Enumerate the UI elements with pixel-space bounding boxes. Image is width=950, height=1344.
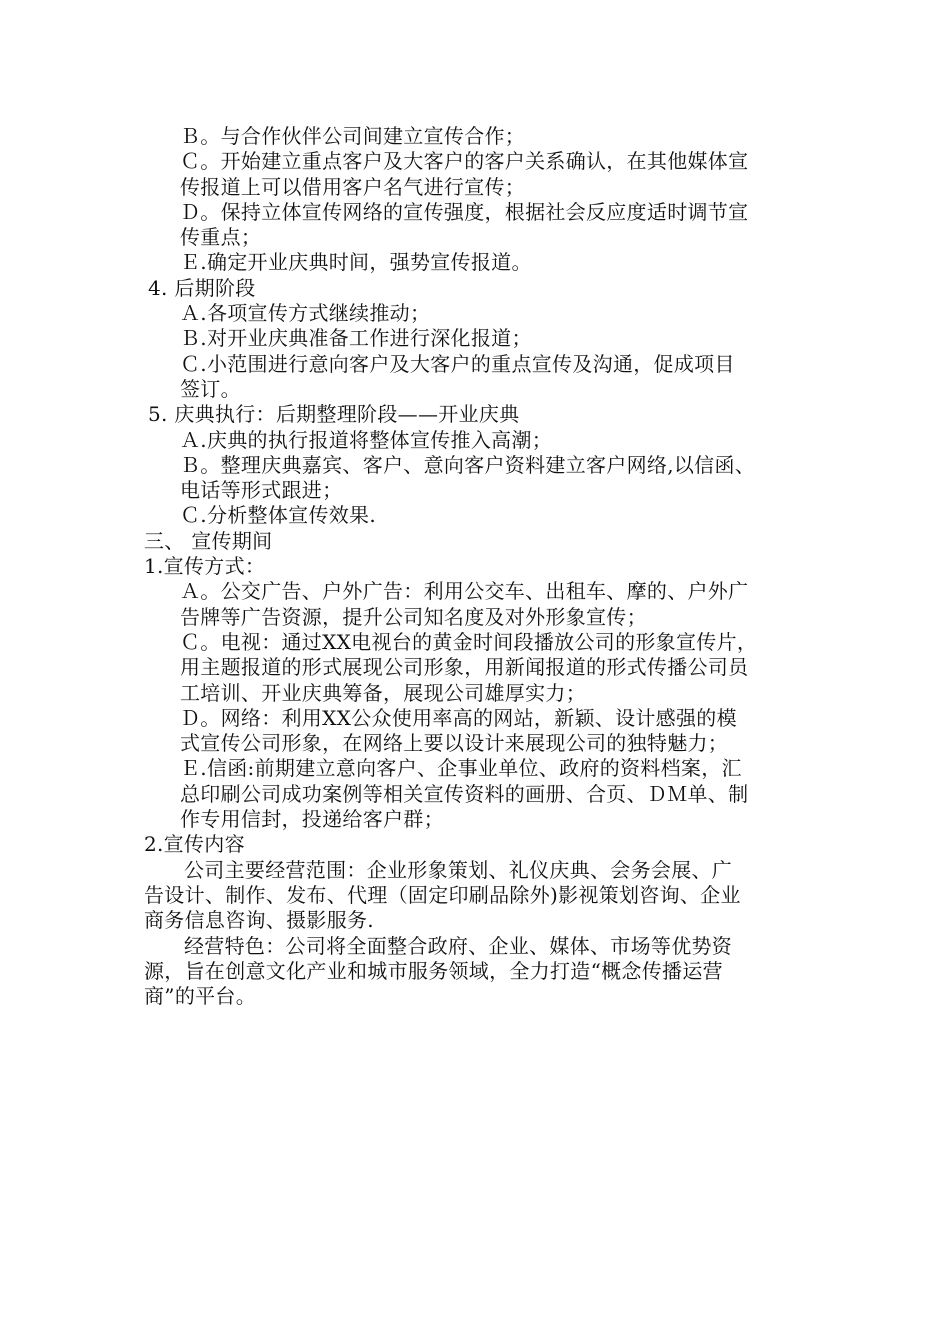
text-line: Ｂ。与合作伙伴公司间建立宣传合作； xyxy=(180,124,526,148)
doc-para xyxy=(144,858,824,934)
document-body xyxy=(144,124,824,1009)
text-line: Ａ.各项宣传方式继续推动； xyxy=(180,301,431,326)
text-line: Ｄ。保持立体宣传网络的宣传强度，根据社会反应度适时调节宣 xyxy=(180,199,749,224)
text-line: 源，旨在创意文化产业和城市服务领域，全力打造“概念传播运营 xyxy=(144,958,723,983)
text-line: 告牌等广告资源，提升公司知名度及对外形象宣传； xyxy=(180,604,647,629)
text-line: Ｃ.小范围进行意向客户及大客户的重点宣传及沟通，促成项目 xyxy=(180,351,735,376)
text-line: 告设计、制作、发布、代理（固定印刷品除外)影视策划咨询、企业 xyxy=(144,882,741,907)
doc-item xyxy=(144,756,824,832)
text-line: Ｃ.分析整体宣传效果. xyxy=(180,503,377,528)
doc-item xyxy=(144,579,824,630)
text-line: Ｃ。开始建立重点客户及大客户的客户关系确认，在其他媒体宣 xyxy=(180,149,749,174)
doc-item xyxy=(144,301,824,326)
doc-item xyxy=(144,352,824,403)
text-line: 5. 庆典执行：后期整理阶段——开业庆典 xyxy=(148,402,520,427)
text-line: 传报道上可以借用客户名气进行宣传； xyxy=(180,174,526,199)
doc-para xyxy=(144,934,824,1010)
text-line: 传重点； xyxy=(180,225,262,250)
doc-item xyxy=(144,124,824,149)
text-line: Ｅ.确定开业庆典时间，强势宣传报道。 xyxy=(180,250,532,275)
doc-heading xyxy=(144,402,824,427)
doc-item xyxy=(144,149,824,200)
text-line: Ｂ.对开业庆典准备工作进行深化报道； xyxy=(180,326,532,351)
text-line: 商务信息咨询、摄影服务. xyxy=(144,908,374,933)
doc-item xyxy=(144,428,824,453)
doc-section xyxy=(144,832,824,857)
text-line: 签订。 xyxy=(180,376,241,401)
text-line: Ｅ.信函:前期建立意向客户、企事业单位、政府的资料档案，汇 xyxy=(180,756,742,781)
text-line: 三、 宣传期间 xyxy=(144,528,273,553)
text-line: Ｃ。电视：通过XX电视台的黄金时间段播放公司的形象宣传片， xyxy=(180,629,758,654)
text-line: Ｂ。整理庆典嘉宾、客户、意向客户资料建立客户网络,以信函、 xyxy=(180,452,756,477)
text-line: 商”的平台。 xyxy=(144,984,257,1009)
doc-item xyxy=(144,326,824,351)
text-line: 2.宣传内容 xyxy=(144,832,245,857)
text-line: 用主题报道的形式展现公司形象，用新闻报道的形式传播公司员 xyxy=(180,655,749,680)
doc-item xyxy=(144,250,824,275)
doc-section xyxy=(144,529,824,554)
text-line: 1.宣传方式： xyxy=(144,554,266,579)
doc-heading xyxy=(144,276,824,301)
doc-item xyxy=(144,630,824,706)
text-line: 经营特色：公司将全面整合政府、企业、媒体、市场等优势资 xyxy=(184,933,733,958)
doc-item xyxy=(144,706,824,757)
text-line: 工培训、开业庆典筹备，展现公司雄厚实力； xyxy=(180,680,586,705)
doc-item xyxy=(144,200,824,251)
text-line: 4. 后期阶段 xyxy=(148,275,256,300)
doc-item xyxy=(144,453,824,504)
text-line: Ｄ。网络：利用XX公众使用率高的网站，新颖、设计感强的模 xyxy=(180,705,737,730)
text-line: Ａ.庆典的执行报道将整体宣传推入高潮； xyxy=(180,427,553,452)
text-line: 作专用信封，投递给客户群； xyxy=(180,807,444,832)
text-line: 电话等形式跟进； xyxy=(180,478,343,503)
text-line: 公司主要经营范围：企业形象策划、礼仪庆典、会务会展、广 xyxy=(184,857,733,882)
text-line: 总印刷公司成功案例等相关宣传资料的画册、合页、ＤＭ单、制 xyxy=(180,781,749,806)
doc-section xyxy=(144,554,824,579)
text-line: Ａ。公交广告、户外广告：利用公交车、出租车、摩的、户外广 xyxy=(180,579,749,604)
doc-item xyxy=(144,503,824,528)
text-line: 式宣传公司形象，在网络上要以设计来展现公司的独特魅力； xyxy=(180,731,729,756)
